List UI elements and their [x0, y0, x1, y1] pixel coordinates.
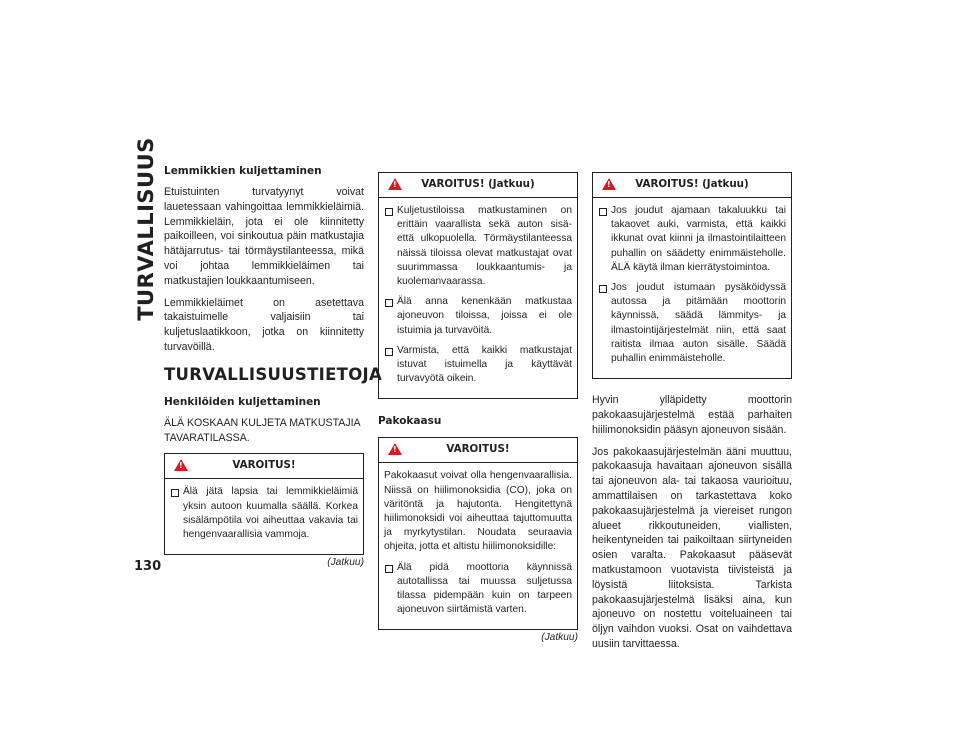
- warning-box-header: [593, 173, 791, 198]
- bullet-square-icon: [385, 565, 393, 573]
- continued-label: (Jatkuu): [541, 632, 578, 644]
- section-side-tab-label: TURVALLISUUS: [134, 137, 158, 321]
- warning-title: VAROITUS!: [446, 443, 510, 456]
- bullet-square-icon: [385, 208, 393, 216]
- warning-item-text: Varmista, että kaikki matkustajat istuvat istuimella ja käyttävät turvavyötä oikein.: [397, 344, 572, 385]
- warning-box-header: [165, 454, 363, 479]
- warning-item-text: Kuljetustiloissa matkustaminen on erittäin vaarallista sekä auton sisä- että ulkopuolella. Törmäystilanteessa näissä tiloissa olevat matkustajat ovat suurimmassa loukkaantumis- ja kuolemanvaarassa.: [397, 205, 572, 288]
- column-1: [164, 165, 383, 569]
- warning-item: [384, 344, 572, 387]
- warning-box-continued: [378, 172, 578, 399]
- bullet-square-icon: [385, 299, 393, 307]
- warning-item: [598, 281, 786, 366]
- paragraph-pets-1: Etuistuinten turvatyynyt voivat lauetessaan vahingoittaa lemmikkieläimiä. Lemmikkieläin, jota ei ole kiinnitetty paikoilleen, voi sinkoutua päin matkustajia hätäjarrutus- tai törmäystilanteessa, mikä voi johtaa lemmikkieläimen tai matkustajien loukkaantumiseen.: [164, 186, 364, 287]
- paragraph-exhaust-2: Jos pakokaasujärjestelmän ääni muuttuu, pakokaasuja havaitaan ajoneuvon sisällä tai ajoneuvon ala- tai takaosa vaurioituu, ammattilaisen on tarkastettava koko pakokaasujärjestelmä ja viereiset rungon alueet rikkoutuneiden, viallisten, heikentyneiden tai paikoiltaan siirtyneiden osien varalta. Pakokaasut pääsevät matkustamoon vuotavista tiivisteistä ja löysistä liitoksista. Tarkista pakokaasujärjestelmä lisäksi aina, kun ajoneuvo on nostettu voiteluaineen tai öljyn vaihdon vuoksi. Osat on vaihdettava uusiin tarvittaessa.: [592, 445, 792, 650]
- warning-item: [384, 561, 572, 618]
- warning-item: [170, 485, 358, 542]
- column-3: [592, 172, 792, 659]
- section-side-tab: [134, 137, 158, 321]
- paragraph-no-cargo-passengers: ÄLÄ KOSKAAN KULJETA MATKUSTAJIA TAVARATILASSA.: [164, 416, 361, 444]
- bullet-square-icon: [599, 208, 607, 216]
- continued-label: (Jatkuu): [327, 557, 364, 569]
- warning-box-header: [379, 438, 577, 463]
- warning-item-text: Älä pidä moottoria käynnissä autotallissa tai muussa suljetussa tilassa pidempään kuin on tarpeen ajoneuvon siirtämistä varten.: [397, 561, 572, 616]
- warning-item-text: Älä jätä lapsia tai lemmikkieläimiä yksin autoon kuumalla säällä. Korkea sisälämpötila voi aiheuttaa vakavia tai hengenvaarallisia vammoja.: [183, 486, 358, 540]
- bullet-square-icon: [171, 489, 179, 497]
- heading-pets: Lemmikkien kuljettaminen: [164, 165, 322, 177]
- warning-title: VAROITUS!: [232, 459, 296, 472]
- warning-text: Pakokaasut voivat olla hengenvaarallisia. Niissä on hiilimonoksidia (CO), joka on väritöntä ja hajutonta. Hengitettynä hiilimonoksidi voi aiheuttaa tajuttomuutta ja myrkytystilan. Noudata seuraavia ohjeita, jotta et altistu hiilimonoksidille:: [384, 470, 572, 553]
- heading-exhaust: Pakokaasu: [378, 415, 442, 428]
- warning-item-text: Älä anna kenenkään matkustaa ajoneuvon tiloissa, joissa ei ole istuimia ja turvavöitä.: [397, 296, 572, 336]
- heading-safety-info: TURVALLISUUSTIETOJA: [164, 364, 383, 384]
- warning-title: VAROITUS! (Jatkuu): [421, 178, 535, 190]
- warning-box: [164, 453, 364, 555]
- warning-item: [598, 204, 786, 275]
- warning-title: VAROITUS! (Jatkuu): [635, 178, 749, 190]
- warning-item-text: Jos joudut istumaan pysäköidyssä autossa ja pitämään moottorin käynnissä, säädä lämmitys- ja ilmastointijärjestelmät niin, että saat raitista ilmaa auton sisälle. Säädä puhallin enimmäisteholle.: [611, 282, 786, 365]
- warning-item: [384, 295, 572, 338]
- column-2: [378, 172, 578, 643]
- warning-box-exhaust: [378, 437, 578, 630]
- heading-people-transport: Henkilöiden kuljettaminen: [164, 395, 321, 408]
- warning-item-text: Jos joudut ajamaan takaluukku tai takaovet auki, varmista, että kaikki ikkunat ovat kiinni ja ilmastointilaitteen puhallin on säädetty enimmäisteholle. ÄLÄ käytä ilman kierrätystoimintoa.: [611, 205, 786, 273]
- warning-item: [384, 204, 572, 289]
- page-number: 130: [134, 559, 162, 574]
- paragraph-pets-2: Lemmikkieläimet on asetettava takaistuimelle valjaisiin tai kuljetuslaatikkoon, jotka on kiinnitetty turvavöillä.: [164, 296, 364, 353]
- bullet-square-icon: [599, 285, 607, 293]
- bullet-square-icon: [385, 348, 393, 356]
- warning-box-header: [379, 173, 577, 198]
- paragraph-exhaust-1: Hyvin ylläpidetty moottorin pakokaasujärjestelmä estää parhaiten hiilimonoksidin pääsyn ajoneuvon sisään.: [592, 394, 792, 436]
- warning-box-continued: [592, 172, 792, 379]
